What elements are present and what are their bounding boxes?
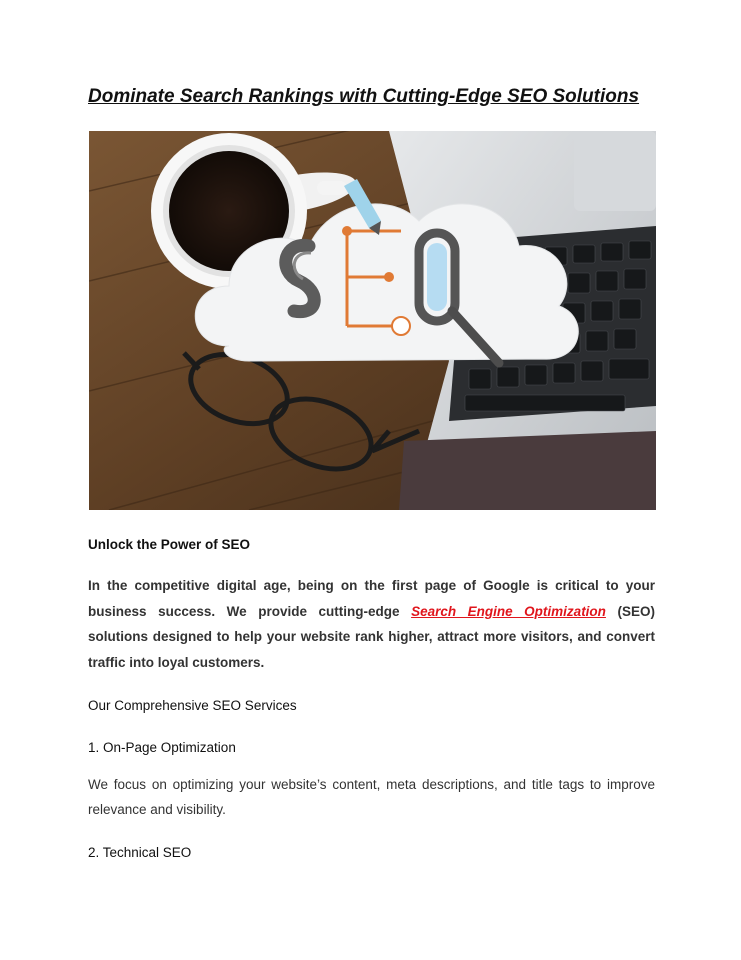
seo-link[interactable]: Search Engine Optimization	[411, 603, 606, 619]
section-heading: Unlock the Power of SEO	[88, 537, 251, 552]
intro-paragraph	[88, 573, 655, 675]
service-description-on-page: We focus on optimizing your website’s content, meta descriptions, and title tags to improve relevance and visibility.	[88, 777, 655, 817]
hero-image	[89, 131, 656, 510]
services-heading: Our Comprehensive SEO Services	[88, 698, 297, 713]
intro-text-end: (SEO) solutions designed to help your website rank higher, attract more visitors, and convert traffic into loyal customers.	[88, 603, 655, 670]
laptop-trackpad	[574, 131, 656, 211]
page-title: Dominate Search Rankings with Cutting-Edge SEO Solutions	[88, 86, 640, 107]
intro-text-start: In the competitive digital age, being on the first page of Google is critical to your business success. We provide cutting-edge	[88, 578, 655, 619]
laptop-screen-edge	[399, 431, 656, 510]
service-title-on-page: 1. On-Page Optimization	[88, 740, 236, 755]
service-title-technical: 2. Technical SEO	[88, 845, 192, 860]
